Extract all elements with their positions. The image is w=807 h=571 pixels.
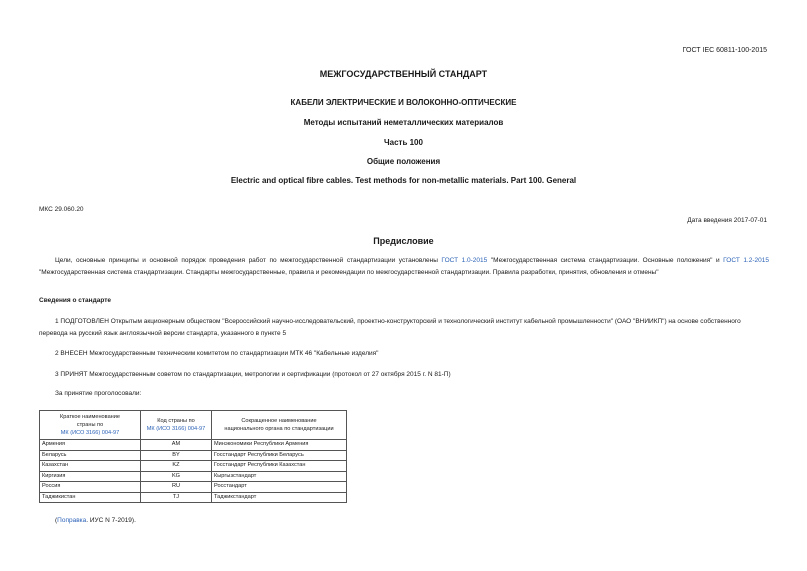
amendment-link[interactable]: Поправка xyxy=(57,517,87,524)
code-cell: KZ xyxy=(141,461,212,472)
item-adopted: 3 ПРИНЯТ Межгосударственным советом по стандартизации, метрологии и сертификации (протокол от 27 октября 2015 г. N 81-П) xyxy=(55,371,451,378)
header-country-line1: Краткое наименование xyxy=(59,414,121,420)
document-title: КАБЕЛИ ЭЛЕКТРИЧЕСКИЕ И ВОЛОКОННО-ОПТИЧЕСКИЕ xyxy=(290,98,517,107)
country-cell: Беларусь xyxy=(40,450,141,461)
part-number: Часть 100 xyxy=(384,138,423,147)
table-row xyxy=(40,492,347,503)
body-cell: Минэкономики Республики Армения xyxy=(212,440,347,451)
code-cell: TJ xyxy=(141,492,212,503)
code-cell: RU xyxy=(141,482,212,493)
intro-date: Дата введения 2017-07-01 xyxy=(687,217,767,224)
amendment-note xyxy=(55,517,136,524)
mk-iso-code-link[interactable]: МК (ИСО 3166) 004-97 xyxy=(146,426,206,432)
gost-1-2-link[interactable]: ГОСТ 1.2-2015 xyxy=(723,257,769,264)
english-title: Electric and optical fibre cables. Test methods for non-metallic materials. Part 100. General xyxy=(230,176,577,185)
country-cell: Таджикистан xyxy=(40,492,141,503)
preface-text-b: "Межгосударственная система стандартизации. Основные положения" и xyxy=(487,257,724,264)
document-code: ГОСТ IEC 60811-100-2015 xyxy=(682,47,767,54)
part-title: Общие положения xyxy=(366,157,441,166)
code-cell: BY xyxy=(141,450,212,461)
table-row xyxy=(40,482,347,493)
about-standard-heading: Сведения о стандарте xyxy=(39,297,112,304)
table-row xyxy=(40,450,347,461)
body-cell: Росстандарт xyxy=(212,482,347,493)
preface-paragraph xyxy=(39,255,769,279)
code-cell: AM xyxy=(141,440,212,451)
code-cell: KG xyxy=(141,471,212,482)
body-cell: Таджикстандарт xyxy=(212,492,347,503)
body-cell: Госстандарт Республики Казахстан xyxy=(212,461,347,472)
header-body-line1: Сокращенное наименование xyxy=(241,418,317,424)
gost-1-0-link[interactable]: ГОСТ 1.0-2015 xyxy=(441,257,488,264)
amendment-rest: . ИУС N 7-2019). xyxy=(86,517,136,524)
table-row xyxy=(40,440,347,451)
country-cell: Киргизия xyxy=(40,471,141,482)
country-cell: Россия xyxy=(40,482,141,493)
body-cell: Госстандарт Республики Беларусь xyxy=(212,450,347,461)
country-cell: Казахстан xyxy=(40,461,141,472)
table-row xyxy=(40,471,347,482)
header-national-body xyxy=(212,411,347,440)
voting-states-table xyxy=(39,410,347,503)
preface-heading: Предисловие xyxy=(373,236,434,246)
standard-type: МЕЖГОСУДАРСТВЕННЫЙ СТАНДАРТ xyxy=(319,69,488,79)
table-row xyxy=(40,461,347,472)
document-subtitle: Методы испытаний неметаллических материалов xyxy=(303,118,504,127)
body-cell: Кыргызстандарт xyxy=(212,471,347,482)
header-country-name xyxy=(40,411,141,440)
table-header-row xyxy=(40,411,347,440)
amendment-open: ( xyxy=(55,517,58,524)
country-cell: Армения xyxy=(40,440,141,451)
header-code-line1: Код страны по xyxy=(157,418,195,424)
preface-text-a: Цели, основные принципы и основной порядок проведения работ по межгосударственной стандартизации установлены xyxy=(55,257,442,264)
mk-iso-link[interactable]: МК (ИСО 3166) 004-97 xyxy=(60,430,120,436)
item-prepared: 1 ПОДГОТОВЛЕН Открытым акционерным обществом "Всероссийский научно-исследовательский, проектно-конструкторский и технологический институт кабельной промышленности" (ОАО "ВНИИКП") на основе собственного перевода на русский язык англоязычной версии стандарта, указанного в пункте 5 xyxy=(39,318,741,337)
header-body-line2: национального органа по стандартизации xyxy=(224,426,334,432)
item-submitted: 2 ВНЕСЕН Межгосударственным техническим комитетом по стандартизации МТК 46 "Кабельные изделия" xyxy=(55,350,379,357)
preface-text-c: "Межгосударственная система стандартизации. Стандарты межгосударственные, правила и рекомендации по межгосударственной стандартизации. Правила разработки, принятия, обновления и отмены" xyxy=(39,269,659,276)
voted-label: За принятие проголосовали: xyxy=(55,390,142,397)
header-country-line2: страны по xyxy=(76,422,104,428)
header-country-code xyxy=(141,411,212,440)
mks-code: МКС 29.060.20 xyxy=(39,206,84,213)
